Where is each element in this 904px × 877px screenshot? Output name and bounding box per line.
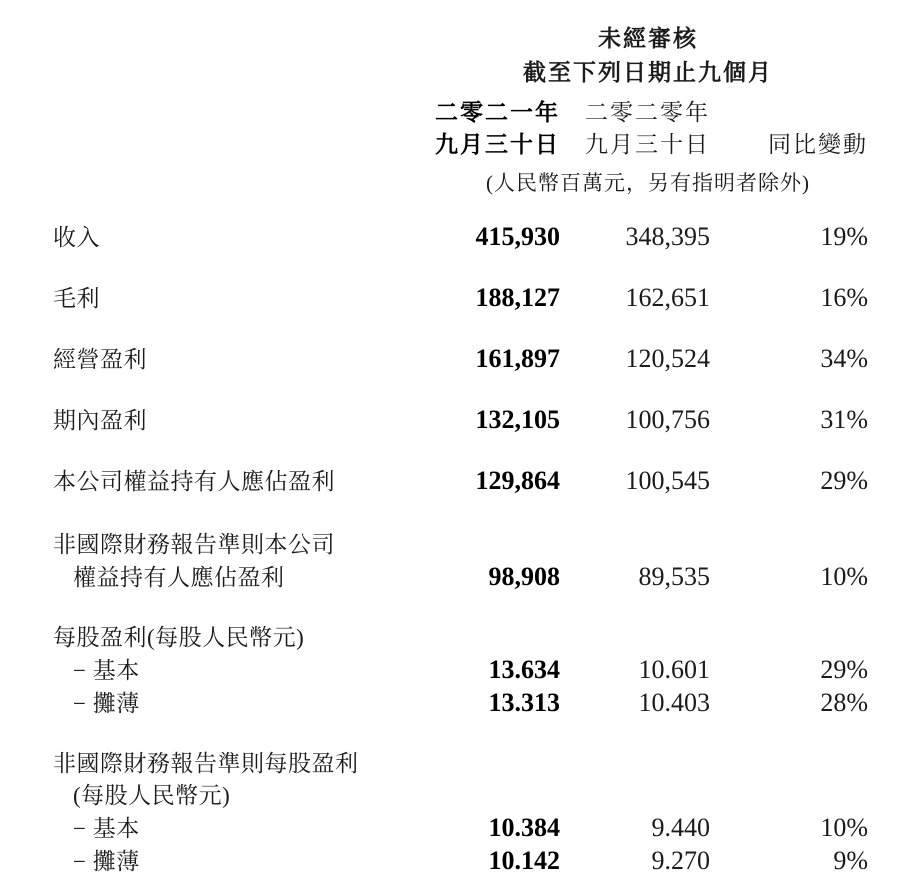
value-2021: 10.384 (488, 813, 560, 842)
yoy-change: 10% (820, 813, 868, 842)
row-label: − 攤薄 (73, 849, 140, 874)
value-2021: 161,897 (475, 344, 560, 373)
table-row-eps-diluted (53, 688, 868, 719)
unit-note: (人民幣百萬元，另有指明者除外) (486, 171, 810, 195)
yoy-change: 10% (820, 562, 868, 591)
value-2021: 132,105 (475, 405, 560, 434)
column-header-dates (53, 130, 868, 160)
value-2020: 348,395 (625, 222, 710, 251)
row-label: 權益持有人應佔盈利 (73, 565, 285, 590)
table-row-period-profit (53, 405, 868, 436)
row-label: 毛利 (53, 286, 100, 311)
table-row-nonifrs-profit (53, 562, 868, 593)
value-2021: 188,127 (475, 283, 560, 312)
row-label: 本公司權益持有人應佔盈利 (53, 469, 335, 494)
row-label: 每股盈利(每股人民幣元) (53, 625, 305, 650)
col-yoy-change: 同比變動 (768, 132, 868, 157)
yoy-change: 34% (820, 344, 868, 373)
value-2021: 129,864 (475, 466, 560, 495)
table-row-eps-heading (53, 623, 868, 653)
value-2020: 162,651 (625, 283, 710, 312)
value-2020: 10.601 (638, 655, 710, 684)
row-label: − 基本 (73, 658, 140, 683)
table-row-operating-profit (53, 344, 868, 375)
row-label: 非國際財務報告準則每股盈利 (53, 751, 359, 776)
table-row-nonifrs-eps-unit (53, 781, 868, 811)
table-row-nonifrs-label (53, 530, 868, 560)
col-2020-year: 二零二零年 (585, 100, 710, 125)
table-row-eps-basic (53, 655, 868, 686)
value-2021: 98,908 (488, 562, 560, 591)
table-header-block (428, 24, 868, 88)
value-2020: 10.403 (638, 688, 710, 717)
row-label: 非國際財務報告準則本公司 (53, 532, 335, 557)
row-label: 期內盈利 (53, 408, 147, 433)
value-2020: 100,756 (625, 405, 710, 434)
value-2021: 415,930 (475, 222, 560, 251)
col-2021-date: 九月三十日 (435, 132, 560, 157)
row-label: 收入 (53, 225, 100, 250)
yoy-change: 29% (820, 466, 868, 495)
value-2020: 120,524 (625, 344, 710, 373)
row-label: 經營盈利 (53, 347, 147, 372)
yoy-change: 9% (833, 846, 868, 875)
row-label: − 基本 (73, 816, 140, 841)
col-2021-year: 二零二一年 (435, 100, 560, 125)
value-2021: 10.142 (488, 846, 560, 875)
yoy-change: 28% (820, 688, 868, 717)
value-2021: 13.634 (488, 655, 560, 684)
table-row-nonifrs-eps-basic (53, 813, 868, 844)
column-header-years (53, 98, 868, 128)
table-row-revenue (53, 222, 868, 253)
value-2020: 9.440 (651, 813, 710, 842)
period-heading: 截至下列日期止九個月 (523, 60, 773, 85)
col-2020-date: 九月三十日 (585, 132, 710, 157)
yoy-change: 19% (820, 222, 868, 251)
table-row-nonifrs-eps-diluted (53, 846, 868, 877)
table-row-gross-profit (53, 283, 868, 314)
value-2021: 13.313 (488, 688, 560, 717)
yoy-change: 16% (820, 283, 868, 312)
row-label: − 攤薄 (73, 691, 140, 716)
yoy-change: 29% (820, 655, 868, 684)
value-2020: 89,535 (638, 562, 710, 591)
table-row-nonifrs-eps-heading (53, 749, 868, 779)
yoy-change: 31% (820, 405, 868, 434)
unit-note-block (428, 168, 868, 198)
value-2020: 100,545 (625, 466, 710, 495)
row-label: (每股人民幣元) (73, 783, 231, 808)
table-row-equity-holders-profit (53, 466, 868, 497)
value-2020: 9.270 (651, 846, 710, 875)
unaudited-heading: 未經審核 (598, 26, 698, 51)
